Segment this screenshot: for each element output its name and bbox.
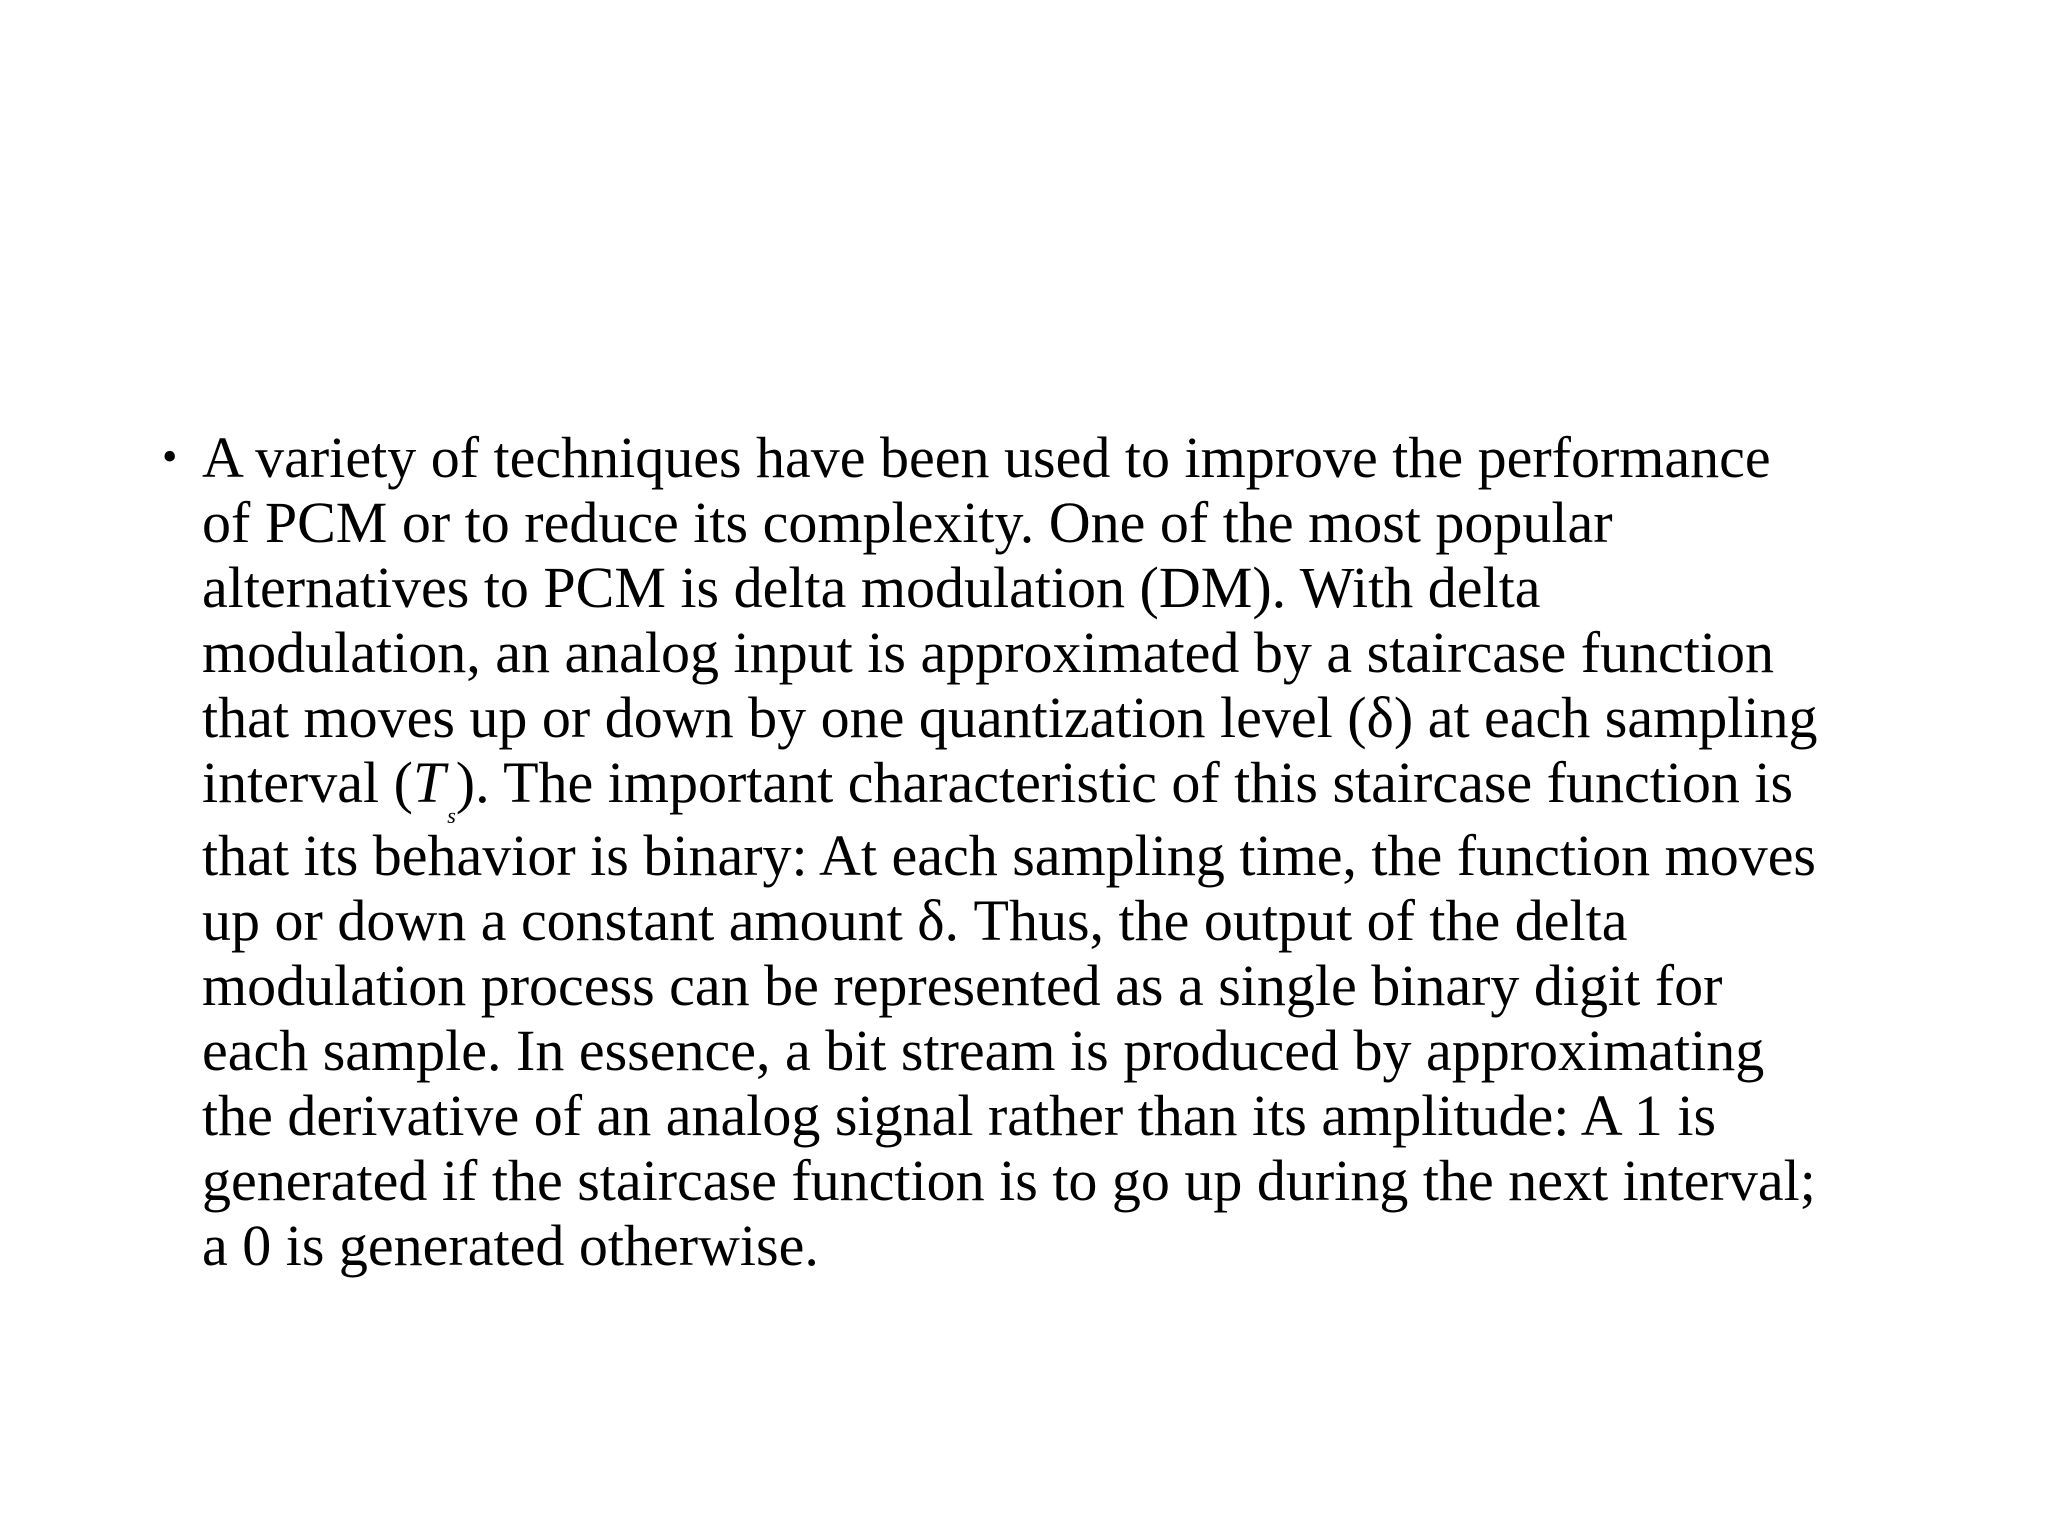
paragraph-line: up or down a constant amount δ. Thus, the output of the delta xyxy=(202,888,1628,953)
paragraph-line: modulation process can be represented as a single binary digit for xyxy=(202,953,1723,1018)
sampling-interval-symbol xyxy=(412,750,456,828)
bullet-item xyxy=(162,425,1922,1278)
bullet-paragraph xyxy=(202,425,1922,1278)
paragraph-line: each sample. In essence, a bit stream is produced by approximating xyxy=(202,1018,1765,1083)
paragraph-line: that moves up or down by one quantization level (δ) at each sampling xyxy=(202,685,1818,750)
paragraph-line xyxy=(202,750,1922,828)
paragraph-line: generated if the staircase function is to go up during the next interval; xyxy=(202,1148,1816,1213)
paragraph-line: a 0 is generated otherwise. xyxy=(202,1213,819,1278)
paragraph-line: the derivative of an analog signal rather than its amplitude: A 1 is xyxy=(202,1083,1717,1148)
bullet-icon: • xyxy=(162,432,178,481)
paragraph-line: alternatives to PCM is delta modulation (DM). With delta xyxy=(202,555,1541,620)
paragraph-line: A variety of techniques have been used to improve the performance xyxy=(202,425,1771,490)
paragraph-line: of PCM or to reduce its complexity. One of the most popular xyxy=(202,490,1613,555)
symbol-subscript: s xyxy=(447,802,456,828)
symbol-base: T xyxy=(412,750,446,815)
line-text: interval ( xyxy=(202,750,413,815)
line-text: ). The important characteristic of this staircase function is xyxy=(455,750,1794,815)
paragraph-line: modulation, an analog input is approximated by a staircase function xyxy=(202,620,1775,685)
paragraph-line: that its behavior is binary: At each sampling time, the function moves xyxy=(202,823,1817,888)
